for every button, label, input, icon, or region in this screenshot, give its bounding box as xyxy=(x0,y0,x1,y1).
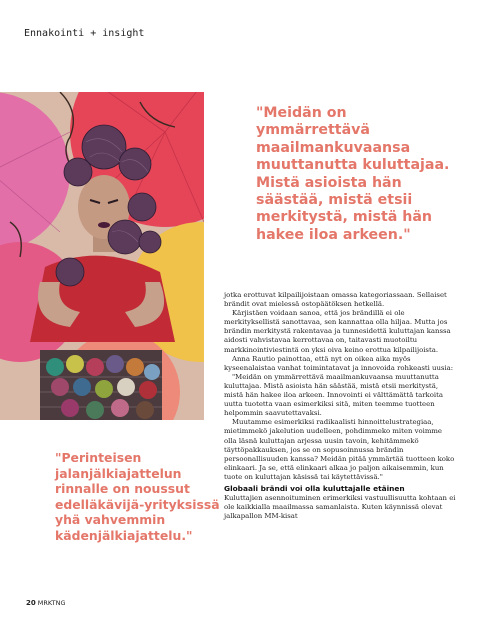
article-paragraph: "Meidän on ymmärrettävä maailmankuvaansa muuttanutta kuluttajaa. Mistä asioista hän säästää, mistä etsii merkitystä, mistä hän hakee iloa arkeen. Innovointi ei välttämättä tarkoita uutta tuotetta vaan esimerkiksi sitä, miten teemme tuotteen helpommin saavutettavaksi. xyxy=(224,372,443,418)
article-paragraph: Kärjistäen voidaan sanoa, että jos brändillä ei ole merkityksellistä sanottavaa, sen kannattaa olla hiljaa. Mutta jos brändin merkitystä rakentavaa ja tunnesidettä kuluttajan kanssa aidosti vahvistavaa kerrottavaa on, taitavasti muotoiltu markkinointiviestintä on yksi oiva keino erottua kilpailijoista. xyxy=(224,309,451,354)
article-paragraph: jotka erottuvat kilpailijoistaan omassa kategoriassaan. Sellaiset brändit ovat mielessä ostopäätöksen hetkellä. xyxy=(224,291,447,309)
pull-quote-bottom: "Perinteisen jalanjälkiajattelun rinnalle on noussut edelläkävijä-yrityksissä yhä vahvemmin kädenjälkiajattelu." xyxy=(55,450,220,543)
section-header: Ennakointi + insight xyxy=(24,28,145,39)
pull-quote-top: "Meidän on ymmärrettävä maailmankuvaansa muuttanutta kuluttajaa. Mistä asioista hän säästää, mistä etsii merkitystä, mistä hän hakee iloa arkeen." xyxy=(256,105,450,243)
page-number: 20 xyxy=(26,599,36,607)
article-paragraph: Anna Rautio painottaa, että nyt on oikea aika myös kyseenalaistaa vanhat toimintatavat ja innovoida rohkeasti uusia: xyxy=(224,354,454,372)
article-paragraph: Muutamme esimerkiksi radikaalisti hinnoittelustrategiaa, mietimmekö jakelution uudelleen, pohdimmeko miten voimme olla läsnä kuluttajan arjessa uusin tavoin, kehitämmekö täyttöpakkauksen, jos se on sopusoinnussa brändin persoonallisuuden kanssa? Meidän pitää ymmärtää tuotteen koko elinkaari. Ja se, että elinkaari alkaa jo paljon aikaisemmin, kun tuote on kuluttajan käsissä tai käytettävissä." xyxy=(224,418,455,481)
article-body-column xyxy=(224,291,456,521)
article-photo xyxy=(0,92,204,420)
page-footer xyxy=(26,599,66,607)
article-subheading: Globaali brändi voi olla kuluttajalle etäinen xyxy=(224,483,405,493)
fashion-photo-illustration xyxy=(0,92,204,420)
magazine-name: MRKTNG xyxy=(37,599,66,607)
article-paragraph: Kuluttajien asennoituminen erimerkiksi vastuullisuutta kohtaan ei ole kaikkialla maailmassa samanlaista. Kuten käynnissä olevat jalkapallon MM-kisat xyxy=(224,493,456,521)
